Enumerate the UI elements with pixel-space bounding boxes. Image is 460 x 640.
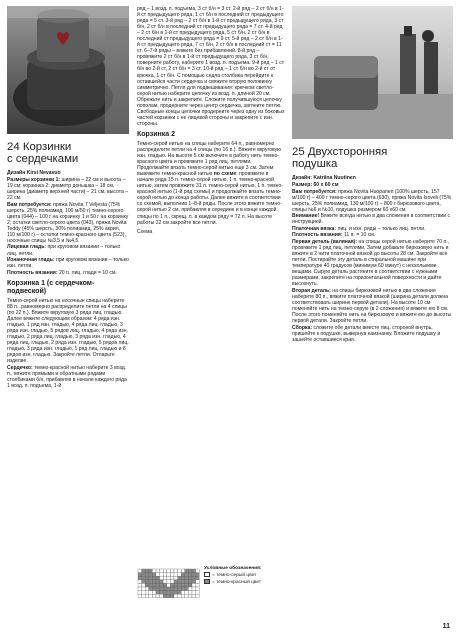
chart-cell xyxy=(170,580,174,584)
design-credit: Дизайн Kirsi Nevavuo xyxy=(7,170,61,177)
chart-cell xyxy=(185,580,189,584)
chart-cell xyxy=(142,573,146,577)
chart-cell xyxy=(185,587,189,591)
title-line-1: 25 Двухсторонняя xyxy=(292,146,388,158)
chart-cell xyxy=(149,591,153,595)
chart-cell xyxy=(149,583,153,587)
chart-cell xyxy=(149,569,153,573)
chart-cell xyxy=(196,583,200,587)
legend-item-red: = темно-красный цвет xyxy=(204,579,284,586)
materials-paragraph: Вам потребуется: пряжа Novita Huopanen (100% шерсть, 157 м/100 г) – 400 г темно-серого цвета (630), пряжа Novita Isoveli (75% шерсть, 25% полиамид, 130 м/100 г) – 800 г бирюзового цвета, спицы №6 и №10, подушка размером 60 х60 см. xyxy=(292,188,452,213)
baskets-photo-art xyxy=(7,6,129,134)
chart-cell xyxy=(145,576,149,580)
pillow-photo xyxy=(292,6,453,139)
chart-cell xyxy=(196,594,200,598)
chart-cell xyxy=(160,573,164,577)
chart-cell xyxy=(185,569,189,573)
chart-cell xyxy=(192,576,196,580)
chart-cell xyxy=(185,583,189,587)
chart-cell xyxy=(178,580,182,584)
chart-cell xyxy=(192,594,196,598)
chart-cell xyxy=(188,587,192,591)
chart-cell xyxy=(152,576,156,580)
design-credit: Дизайн: Katriina Nuutinen xyxy=(292,175,356,182)
chart-cell xyxy=(188,580,192,584)
purl-stitch-paragraph: Изнаночная гладь: при круговом вязании – только изн. петли. xyxy=(7,257,129,270)
chart-cell xyxy=(156,591,160,595)
chart-cell xyxy=(145,583,149,587)
chart-cell xyxy=(138,573,142,577)
chart-cell xyxy=(174,580,178,584)
page-number: 11 xyxy=(442,623,450,630)
legend-swatch-gray xyxy=(204,572,210,577)
chart-cell xyxy=(138,583,142,587)
chart-cell xyxy=(188,569,192,573)
chart-cell xyxy=(174,569,178,573)
heart-instructions-continued: ряд – 1 возд. п. подъема, 3 ст б/н = 3 ст. 2-й ряд – 2 ст б/н в 1-й ст предыдущего ряда, 1 ст б/н в последний ст предыдущего ряда = 5 ст. 3-й ряд – 2 ст б/н в 1-й ст предыдущего ряда, 3 ст б/н, 2 ст б/н в последний ст предыдущего ряда = 7 ст. 4-й ряд – 2 ст б/н в 1-й ст предыдущего ряда, 5 ст б/н, 2 ст б/н в последний ст предыдущего ряда = 9 ст. 5-й ряд – 2 ст б/н в 1-й ст предыдущего ряда, 7 ст б/н, 2 ст б/н в последний ст = 11 ст. 6–7-й ряды – вяжите без прибавлений. 8-й ряд – провяжите 2 ст б/н в 1-й ст предыдущего ряда, 3 ст б/н, поверните работу, наберите 1 возд. п. подъема. 9-й ряд – 1 ст б/н во 2-й ст, 2 ст б/н = 3 ст. 10-й ряд – 1 ст б/н во 2-й ст от крючка, 1 ст б/н. С помощью седла столбика перейдите к оставшейся части сердечка и свяжите вторую половинку симметрично. Петля для подвешивания: крючком светло-серой нитью наберите цепочку из возд. п. длиной 20 см. Обрежьте нить и закрепите. Сложите получившуюся цепочку пополам, продерните через центр сердечка, затяните петлю. Свободные концы цепочки продерните через одну из боковых частей корзинки с ее лицевой стороны и закрепите с изн. стороны. xyxy=(137,6,285,127)
chart-cell xyxy=(170,594,174,598)
basket-2-heading: Корзинка 2 xyxy=(137,130,175,138)
chart-cell xyxy=(142,594,146,598)
chart-cell xyxy=(163,594,167,598)
chart-cell xyxy=(178,576,182,580)
chart-cell xyxy=(156,587,160,591)
chart-cell xyxy=(142,583,146,587)
chart-cell xyxy=(149,573,153,577)
basket-1-instructions: Темно-серой нитью на носочные спицы наберите 88 п., равномерно распределите петли на 4 спицы (по 22 п.). Вяжите вкруговую 3 ряда лиц. гладью. Далее вяжите следующим образом: 4 ряда изн. гладью, 1 ряд изн. гладью, 4 ряда лиц. гладью, 3 ряда изн. гладью, 5 рядов лиц. гладью, 4 ряда изн. гладью, 2 ряда лиц. гладью, 3 ряда изн. гладью, 4 ряда лиц. гладью, 2 ряда изн. гладью, 5 рядов лиц. гладью, 3 ряда изн. гладью, 1 ряд лиц. гладью и 8 рядов изн. гладью. Закройте петли. Отпарьте изделие. xyxy=(7,297,129,365)
chart-cell xyxy=(167,587,171,591)
chart-cell xyxy=(181,573,185,577)
basket-1-heading: Корзинка 1 (с сердечком-подвеской) xyxy=(7,279,95,295)
chart-cell xyxy=(181,569,185,573)
chart-cell xyxy=(160,569,164,573)
chart-cell xyxy=(138,587,142,591)
chart-cell xyxy=(152,569,156,573)
chart-cell xyxy=(178,587,182,591)
chart-cell xyxy=(138,569,142,573)
face-stitch-paragraph: Лицевая гладь: при круговом вязании – только лиц. петли. xyxy=(7,244,121,257)
chart-cell xyxy=(149,580,153,584)
chart-cell xyxy=(167,569,171,573)
chart-cell xyxy=(167,576,171,580)
chart-cell xyxy=(160,594,164,598)
chart-cell xyxy=(156,580,160,584)
chart-cell xyxy=(170,587,174,591)
chart-cell xyxy=(163,576,167,580)
chart-legend xyxy=(204,566,284,586)
chart-cell xyxy=(181,583,185,587)
chart-cell xyxy=(170,583,174,587)
chart-cell xyxy=(196,587,200,591)
assembly-paragraph: Сборка: сложите обе детали вместе лиц. стороной внутрь, пришейте к подушке, вывернув наизнанку. Вложите подушку и зашейте оставшиеся края. xyxy=(292,324,441,343)
pattern-24-title xyxy=(7,141,129,165)
chart-cell xyxy=(196,580,200,584)
chart-cell xyxy=(174,587,178,591)
size-paragraph: Размер: 60 х 60 см xyxy=(292,181,339,188)
chart-cell xyxy=(178,569,182,573)
chart-cell xyxy=(160,583,164,587)
chart-cell xyxy=(185,576,189,580)
chart-cell xyxy=(152,580,156,584)
chart-cell xyxy=(192,569,196,573)
chart-cell xyxy=(145,587,149,591)
chart-cell xyxy=(188,576,192,580)
chart-cell xyxy=(149,576,153,580)
chart-cell xyxy=(167,573,171,577)
chart-cell xyxy=(152,583,156,587)
chart-cell xyxy=(145,580,149,584)
chart-cell xyxy=(178,573,182,577)
plait-stitch-paragraph: Платочная вязка: лиц. и изн. ряды – только лиц. петли. xyxy=(292,225,426,232)
chart-cell xyxy=(160,576,164,580)
chart-cell xyxy=(174,594,178,598)
chart-cell xyxy=(149,594,153,598)
chart-cell xyxy=(152,587,156,591)
chart-cell xyxy=(188,573,192,577)
chart-cell xyxy=(181,576,185,580)
chart-cell xyxy=(185,594,189,598)
chart-cell xyxy=(142,580,146,584)
density-paragraph: Плотность вязания: 11 п. = 10 см. xyxy=(292,232,376,239)
chart-cell xyxy=(192,580,196,584)
chart-cell xyxy=(152,573,156,577)
chart-cell xyxy=(181,594,185,598)
chart-cell xyxy=(170,569,174,573)
pattern-25-title xyxy=(292,146,453,170)
attention-paragraph: Внимание! Вяжите всегда нитью в два сложения в соответствии с инструкцией. xyxy=(292,213,451,226)
pillow-photo-art xyxy=(292,6,453,139)
chart-cell xyxy=(188,591,192,595)
heart-chart xyxy=(137,568,201,604)
chart-cell xyxy=(152,594,156,598)
chart-cell xyxy=(156,573,160,577)
chart-cell xyxy=(160,580,164,584)
title-line-2: с сердечками xyxy=(7,153,79,166)
chart-cell xyxy=(181,591,185,595)
chart-cell xyxy=(156,594,160,598)
column-basket-pattern xyxy=(7,6,129,389)
chart-cell xyxy=(142,569,146,573)
chart-cell xyxy=(196,569,200,573)
chart-cell xyxy=(145,569,149,573)
chart-cell xyxy=(188,583,192,587)
chart-cell xyxy=(196,591,200,595)
title-line-1: 24 Корзинки xyxy=(7,141,72,153)
chart-cell xyxy=(156,583,160,587)
chart-cell xyxy=(138,580,142,584)
chart-cell xyxy=(192,573,196,577)
chart-cell xyxy=(156,569,160,573)
chart-cell xyxy=(178,594,182,598)
chart-cell xyxy=(142,576,146,580)
chart-cell xyxy=(163,591,167,595)
sizes-paragraph: Размеры корзинки 1: ширина – 22 см и высота – 19 см; корзинка 2: диаметр донышка – 18 см, ширина (диаметр верхней части) – 21 см, высота – 22 см. xyxy=(7,176,129,202)
chart-cell xyxy=(160,591,164,595)
chart-cell xyxy=(138,594,142,598)
back-piece-paragraph: Вторая деталь: на спицы бирюзовой нитью в два сложения наберите 80 п., вяжите платочной вязкой (ширина детали должна соответствовать ширине первой детали). На высоте 10 см поменяйте нить на темно-серую (в 2 сложения) и вяжите ею 8 см. После этого поменяйте нить на бирюзовую и вяжите ею до высоты первой детали. Закройте петли. xyxy=(292,287,452,324)
chart-cell xyxy=(174,576,178,580)
chart-cell xyxy=(196,576,200,580)
chart-cell xyxy=(192,591,196,595)
legend-swatch-red xyxy=(204,579,210,584)
chart-cell xyxy=(163,580,167,584)
title-line-2: подушка xyxy=(292,158,338,171)
materials-paragraph: Вам потребуется: пряжа Novita 7 Veljesta (75% шерсть, 25% полиамид, 100 м/50 г) темно-серого цвета (044) – 100 г на корзинку 1 и 50 г на корзинку 2; остатки светло-серого цвета (043), пряжа Novita Teddy (45% шерсть, 30% полиамид, 25% акрил, 110 м/100 г) – остатки темно-красного цвета (523), носочные спицы №3,5 и №4,5. xyxy=(7,201,129,244)
baskets-photo xyxy=(7,6,129,134)
column-pillow-pattern xyxy=(292,6,453,343)
chart-cell xyxy=(188,594,192,598)
chart-cell xyxy=(170,591,174,595)
chart-cell xyxy=(160,587,164,591)
density-paragraph: Плотность вязания: 20 п. лиц. глади = 10 см. xyxy=(7,269,117,276)
chart-cell xyxy=(174,583,178,587)
chart-cell xyxy=(142,587,146,591)
basket-2-instructions: Темно-серой нитью на спицы наберите 64 п., равномерно распределите петли на 4 спицы (по 16 п.). Вяжите вкруговую изн. гладью. На высоте 5 см включите в работу нить темно-красного цвета и провяжите 1 ряд лиц. петлями. Продолжайте вязать темно-серой нитью еще 3 см. Затем вывяжите темно-красной нитью по схеме: провяжите в начале ряда 15 п. темно-серой нитью, 1 п. темно-красной нитью, затем провяжите 31 п. темно-серой нитью, 1 п. темно-красной нитью (1-й ряд схемы) и продолжайте вязать темно-серой нитью до конца работы. Далее вяжите в соответствии со схемой, выполнив 1–8-й ряды. После этого вяжите темно-серой нитью 2 см, прибавляя в середине и в конце каждой спицы по 1 п., скрещ. п. в каждом ряду = 72 п. На высоте работы 22 см закройте все петли. xyxy=(137,140,283,226)
chart-cell xyxy=(167,583,171,587)
chart-cell xyxy=(163,583,167,587)
chart-cell xyxy=(178,583,182,587)
chart-cell xyxy=(152,591,156,595)
chart-title: Схема xyxy=(137,228,153,235)
column-continued-instructions xyxy=(137,6,285,235)
chart-cell xyxy=(149,587,153,591)
chart-cell xyxy=(181,580,185,584)
chart-cell xyxy=(192,587,196,591)
chart-cell xyxy=(156,576,160,580)
chart-cell xyxy=(163,573,167,577)
chart-cell xyxy=(178,591,182,595)
chart-cell xyxy=(163,587,167,591)
chart-cell xyxy=(192,583,196,587)
heart-paragraph: Сердечко: темно-красной нитью наберите 3 возд. п., вяжите прямыми и обратными рядами столбиками б/н, прибавляя в начале каждого ряда 1 возд. п. подъема, 1-й xyxy=(7,364,127,389)
chart-cell xyxy=(174,591,178,595)
chart-cell xyxy=(170,573,174,577)
chart-cell xyxy=(145,591,149,595)
front-piece-paragraph: Первая деталь (валяная): на спицы серой нитью наберите 70 п., провяжите 1 ряд лиц. петлями. Затем добавьте бирюзовую нить и вяжите в 2 нити платочной вязкой до высоты 28 см. Закройте все петли. Постирайте эту деталь в стиральной машине при температуре 40 градусов (минимум 60 минут) с несколькими вещами. Сырую деталь растяните в соответствии с нужными размерами, закрепите на горизонтальной поверхности и дайте высохнуть. xyxy=(292,238,450,288)
chart-cell xyxy=(145,573,149,577)
legend-title: Условные обозначения: xyxy=(204,566,262,571)
chart-cell xyxy=(167,580,171,584)
chart-cell xyxy=(138,591,142,595)
chart-cell xyxy=(185,573,189,577)
chart-cell xyxy=(170,576,174,580)
chart-cell xyxy=(142,591,146,595)
chart-cell xyxy=(138,576,142,580)
chart-cell xyxy=(185,591,189,595)
chart-cell xyxy=(196,573,200,577)
chart-cell xyxy=(145,594,149,598)
chart-cell xyxy=(163,569,167,573)
chart-cell xyxy=(181,587,185,591)
chart-cell xyxy=(174,573,178,577)
legend-item-gray: = темно-серый цвет xyxy=(204,572,284,579)
chart-cell xyxy=(167,591,171,595)
chart-cell xyxy=(167,594,171,598)
